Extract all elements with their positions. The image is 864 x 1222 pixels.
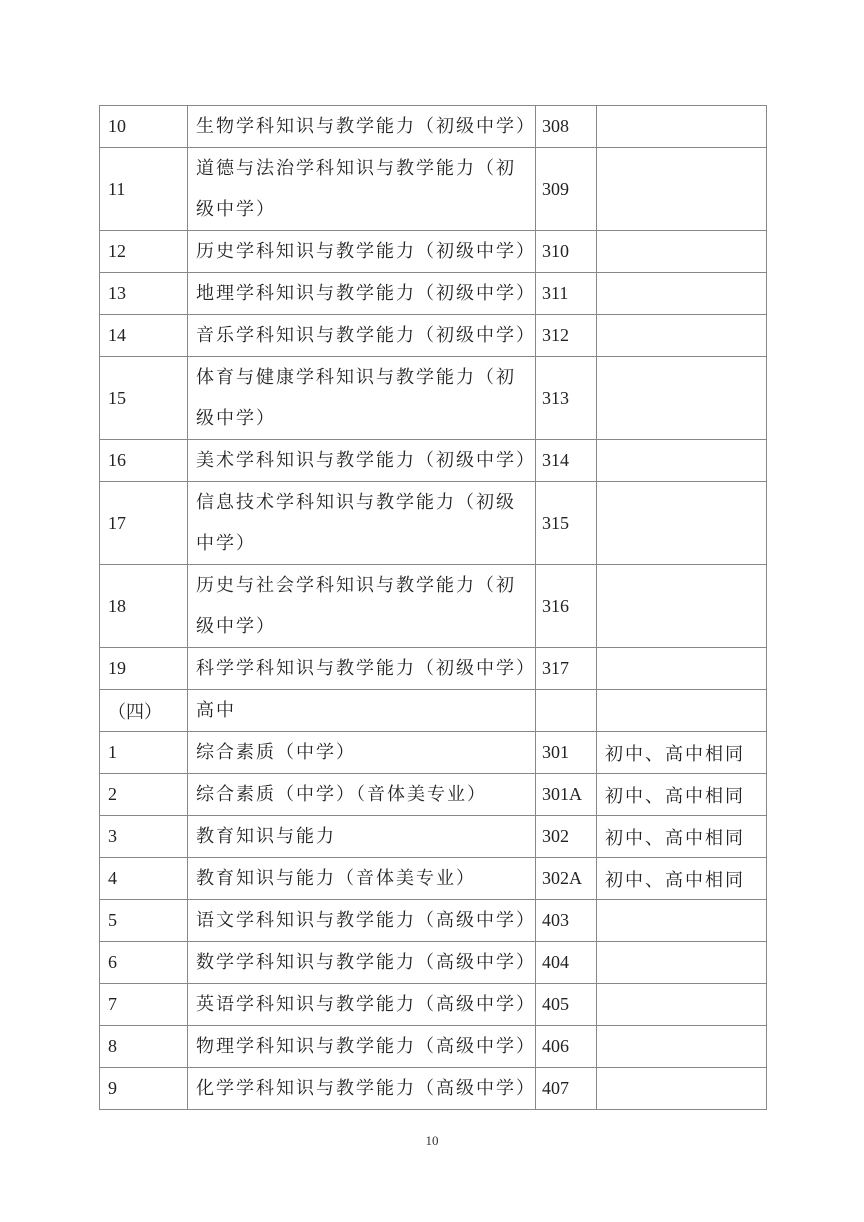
note-cell xyxy=(597,440,767,482)
subject-code: 301 xyxy=(536,732,597,774)
note-cell xyxy=(597,106,767,148)
subject-code: 403 xyxy=(536,900,597,942)
subject-name: 语文学科知识与教学能力（高级中学） xyxy=(188,900,536,942)
row-number: 7 xyxy=(100,984,188,1026)
subject-code: 310 xyxy=(536,231,597,273)
note-cell: 初中、高中相同 xyxy=(597,816,767,858)
subject-code: 308 xyxy=(536,106,597,148)
exam-subject-table xyxy=(99,105,767,1110)
row-number: 4 xyxy=(100,858,188,900)
row-number: 8 xyxy=(100,1026,188,1068)
subject-name: 英语学科知识与教学能力（高级中学） xyxy=(188,984,536,1026)
row-number: 13 xyxy=(100,273,188,315)
note-cell xyxy=(597,984,767,1026)
subject-name: 科学学科知识与教学能力（初级中学） xyxy=(188,648,536,690)
row-number: 14 xyxy=(100,315,188,357)
row-number: 15 xyxy=(100,357,188,440)
subject-name: 综合素质（中学）（音体美专业） xyxy=(188,774,536,816)
subject-code: 313 xyxy=(536,357,597,440)
row-number: 19 xyxy=(100,648,188,690)
note-cell xyxy=(597,231,767,273)
subject-code: 405 xyxy=(536,984,597,1026)
table-row xyxy=(100,732,767,774)
note-cell xyxy=(597,565,767,648)
table-row xyxy=(100,858,767,900)
subject-code: 406 xyxy=(536,1026,597,1068)
note-cell xyxy=(597,648,767,690)
subject-code: 311 xyxy=(536,273,597,315)
note-cell xyxy=(597,900,767,942)
subject-code: 309 xyxy=(536,148,597,231)
note-cell xyxy=(597,690,767,732)
row-number: 16 xyxy=(100,440,188,482)
table-row xyxy=(100,1068,767,1110)
subject-code xyxy=(536,690,597,732)
note-cell: 初中、高中相同 xyxy=(597,774,767,816)
row-number: 17 xyxy=(100,482,188,565)
note-cell xyxy=(597,1068,767,1110)
note-cell xyxy=(597,148,767,231)
subject-name: 生物学科知识与教学能力（初级中学） xyxy=(188,106,536,148)
subject-code: 314 xyxy=(536,440,597,482)
subject-name: 历史学科知识与教学能力（初级中学） xyxy=(188,231,536,273)
table-row xyxy=(100,900,767,942)
table-row xyxy=(100,774,767,816)
table-row xyxy=(100,440,767,482)
note-cell xyxy=(597,315,767,357)
row-number: 6 xyxy=(100,942,188,984)
subject-name: 音乐学科知识与教学能力（初级中学） xyxy=(188,315,536,357)
table-row xyxy=(100,357,767,440)
table-row xyxy=(100,942,767,984)
table-row xyxy=(100,984,767,1026)
table-row xyxy=(100,690,767,732)
subject-code: 407 xyxy=(536,1068,597,1110)
subject-name: 高中 xyxy=(188,690,536,732)
note-cell xyxy=(597,273,767,315)
subject-name: 综合素质（中学） xyxy=(188,732,536,774)
subject-code: 315 xyxy=(536,482,597,565)
subject-code: 302 xyxy=(536,816,597,858)
table-row xyxy=(100,482,767,565)
table-row xyxy=(100,106,767,148)
table-row xyxy=(100,273,767,315)
subject-code: 316 xyxy=(536,565,597,648)
table-row xyxy=(100,816,767,858)
table-row xyxy=(100,565,767,648)
subject-name: 化学学科知识与教学能力（高级中学） xyxy=(188,1068,536,1110)
subject-name: 地理学科知识与教学能力（初级中学） xyxy=(188,273,536,315)
row-number: 9 xyxy=(100,1068,188,1110)
table-row xyxy=(100,315,767,357)
note-cell xyxy=(597,482,767,565)
subject-code: 302A xyxy=(536,858,597,900)
subject-code: 404 xyxy=(536,942,597,984)
page-number: 10 xyxy=(425,1133,439,1148)
subject-code: 312 xyxy=(536,315,597,357)
note-cell xyxy=(597,357,767,440)
subject-code: 301A xyxy=(536,774,597,816)
row-number: 10 xyxy=(100,106,188,148)
subject-name: 美术学科知识与教学能力（初级中学） xyxy=(188,440,536,482)
row-number: 2 xyxy=(100,774,188,816)
subject-name: 物理学科知识与教学能力（高级中学） xyxy=(188,1026,536,1068)
subject-name: 历史与社会学科知识与教学能力（初级中学） xyxy=(188,565,536,648)
row-number: （四） xyxy=(100,690,188,732)
row-number: 1 xyxy=(100,732,188,774)
note-cell: 初中、高中相同 xyxy=(597,858,767,900)
subject-name: 道德与法治学科知识与教学能力（初级中学） xyxy=(188,148,536,231)
table-row xyxy=(100,148,767,231)
note-cell xyxy=(597,1026,767,1068)
subject-name: 教育知识与能力 xyxy=(188,816,536,858)
subject-name: 数学学科知识与教学能力（高级中学） xyxy=(188,942,536,984)
row-number: 3 xyxy=(100,816,188,858)
table-row xyxy=(100,648,767,690)
row-number: 12 xyxy=(100,231,188,273)
row-number: 18 xyxy=(100,565,188,648)
row-number: 5 xyxy=(100,900,188,942)
subject-name: 体育与健康学科知识与教学能力（初级中学） xyxy=(188,357,536,440)
row-number: 11 xyxy=(100,148,188,231)
subject-name: 教育知识与能力（音体美专业） xyxy=(188,858,536,900)
note-cell xyxy=(597,942,767,984)
table-row xyxy=(100,231,767,273)
subject-code: 317 xyxy=(536,648,597,690)
note-cell: 初中、高中相同 xyxy=(597,732,767,774)
subject-name: 信息技术学科知识与教学能力（初级中学） xyxy=(188,482,536,565)
table-row xyxy=(100,1026,767,1068)
